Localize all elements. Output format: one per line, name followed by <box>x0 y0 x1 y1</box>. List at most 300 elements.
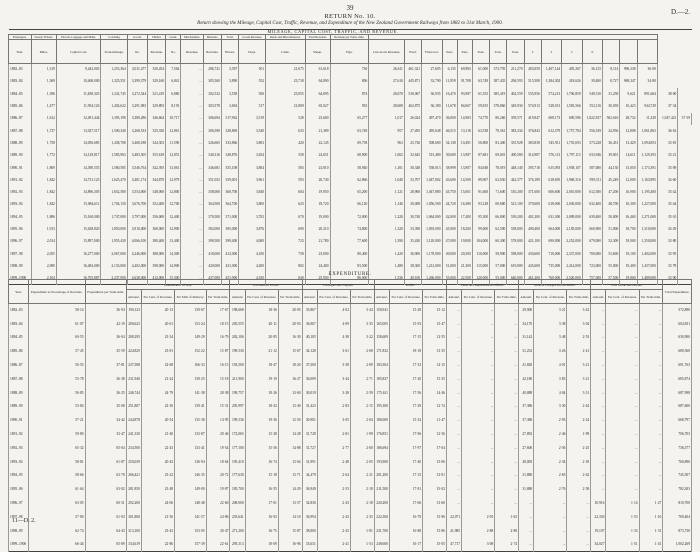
expenditure-cell: 2·89 <box>350 359 374 373</box>
revenue-cell: 969,347 <box>620 76 637 88</box>
expenditure-cell: 687,998 <box>663 386 692 400</box>
revenue-cell: 2,414,000 <box>562 260 582 272</box>
expenditure-cell: ... <box>606 469 639 483</box>
revenue-cell: 326,665 <box>203 137 221 149</box>
revenue-cell: 3,011,477 <box>127 64 147 76</box>
expenditure-cell: 149·00 <box>175 483 207 497</box>
expenditure-cell: 244,878 <box>126 414 141 428</box>
expenditure-cell: 22·43 <box>141 441 174 455</box>
expenditure-cell: 15·12 <box>423 304 447 318</box>
revenue-cell: 1,407,144 <box>541 64 561 76</box>
expenditure-cell: ... <box>462 317 495 331</box>
revenue-year-cell: 1882–83 <box>9 64 32 76</box>
expenditure-sub-header: Amount. <box>446 290 461 304</box>
expenditure-cell: 2·53 <box>567 331 591 345</box>
revenue-cell: 50,000 <box>603 211 620 223</box>
revenue-cell: 12,851 <box>166 150 181 162</box>
revenue-cell: 528,013 <box>541 100 561 112</box>
expenditure-cell: ... <box>495 428 519 442</box>
revenue-cell: 1,121 <box>369 186 405 198</box>
revenue-cell: 1,093,000 <box>422 223 442 235</box>
revenue-cell: 632,400 <box>582 199 602 211</box>
expenditure-cell: 16·30 <box>278 331 302 345</box>
revenue-cell: 6,135 <box>442 64 457 76</box>
expenditure-cell: ... <box>446 400 461 414</box>
revenue-cell: 690,000 <box>541 236 561 248</box>
revenue-cell: 329,160 <box>148 76 166 88</box>
expenditure-cell: 15·47 <box>423 317 447 331</box>
expenditure-cell: 2·68 <box>350 345 374 359</box>
expenditure-cell: 33,631 <box>302 538 317 552</box>
expenditure-cell: ... <box>606 414 639 428</box>
revenue-table <box>8 29 692 285</box>
revenue-cell: 403,059 <box>524 64 541 76</box>
revenue-cell: 364,700 <box>221 199 238 211</box>
expenditure-cell: 3·28 <box>317 386 350 400</box>
revenue-cell: 286,741 <box>203 64 221 76</box>
expenditure-cell: 139·41 <box>175 400 207 414</box>
expenditure-cell: 4·38 <box>317 331 350 345</box>
revenue-group-header: Goods. <box>127 35 147 40</box>
revenue-cell: 16,900 <box>620 186 637 198</box>
revenue-cell: 13,061 <box>166 162 181 174</box>
revenue-col-header: Revenue. <box>181 40 204 64</box>
expenditure-cell: 2·04 <box>350 414 374 428</box>
revenue-cell: 1,822,937 <box>582 113 602 125</box>
expenditure-cell: 2·71 <box>350 372 374 386</box>
expenditure-cell: 15·93 <box>389 317 422 331</box>
expenditure-cell: 14·15 <box>423 359 447 373</box>
revenue-cell: 16,380 <box>457 199 472 211</box>
revenue-cell: 2,520,000 <box>562 273 582 285</box>
revenue-cell: 15,160,000 <box>56 211 100 223</box>
expenditure-cell: 57·45 <box>28 345 85 359</box>
expenditure-cell: 3·44 <box>350 304 374 318</box>
revenue-cell: 1,017 <box>369 113 405 125</box>
revenue-cell: 1,369 <box>31 76 56 88</box>
expenditure-left-header: Expenditure per Train-mile. <box>85 280 126 304</box>
expenditure-cell: 249,600 <box>374 538 389 552</box>
revenue-cell: 640,000 <box>507 273 524 285</box>
expenditure-cell: 246,744 <box>126 386 141 400</box>
revenue-cell: 359,001 <box>221 174 238 186</box>
revenue-cell: 340,316 <box>203 150 221 162</box>
revenue-cell: 16,277,000 <box>56 248 100 260</box>
revenue-cell: 1,797,113 <box>562 150 582 162</box>
expenditure-cell: ... <box>462 331 495 345</box>
revenue-cell: 14,896,305 <box>56 186 100 198</box>
revenue-cell: 47,200 <box>603 186 620 198</box>
expenditure-sub-header: Amount. <box>126 290 141 304</box>
expenditure-cell: 16·15 <box>206 359 230 373</box>
expenditure-cell: 66·44 <box>28 538 85 552</box>
revenue-cell: 11,954,126 <box>56 100 100 112</box>
expenditure-sub-header: Amount. <box>519 290 534 304</box>
expenditure-cell: 2·34 <box>534 455 567 469</box>
expenditure-year-cell: 1887–88 <box>9 372 29 386</box>
revenue-cell: 1,625,470 <box>101 174 127 186</box>
expenditure-cell: 17·15 <box>389 331 422 345</box>
revenue-cell: 20,300 <box>457 248 472 260</box>
expenditure-cell: ... <box>446 304 461 318</box>
expenditure-cell: ... <box>495 304 519 318</box>
revenue-cell: 1,310,000 <box>637 223 657 235</box>
revenue-cell: 14,500 <box>457 174 472 186</box>
revenue-cell: 314,987 <box>524 150 541 162</box>
expenditure-cell: 17·96 <box>389 428 422 442</box>
expenditure-cell: 4·01 <box>534 359 567 373</box>
expenditure-cell: 183,304 <box>374 359 389 373</box>
expenditure-cell: 23·43 <box>141 524 174 538</box>
expenditure-row <box>9 331 692 345</box>
revenue-cell: 378,860 <box>490 100 507 112</box>
expenditure-cell: 16·96 <box>278 538 302 552</box>
revenue-cell: 63,749 <box>330 125 369 137</box>
expenditure-year-cell: 1891–92 <box>9 428 29 442</box>
revenue-cell: ... <box>181 260 204 272</box>
revenue-cell: 36,935 <box>422 88 442 100</box>
expenditure-cell: 22,071 <box>446 510 461 524</box>
expenditure-cell: ... <box>567 538 591 552</box>
revenue-year-cell: 1897–98 <box>9 248 32 260</box>
revenue-year-cell: 1884–85 <box>9 88 32 100</box>
revenue-cell: 30,008 <box>404 199 421 211</box>
revenue-row <box>9 113 692 125</box>
revenue-cell: 48,700 <box>603 199 620 211</box>
expenditure-cell: 13·64 <box>278 455 302 469</box>
expenditure-row <box>9 524 692 538</box>
revenue-col-header: No. <box>127 40 147 64</box>
revenue-cell: 412,000 <box>148 273 166 285</box>
expenditure-year-cell: 1899–1900 <box>9 538 29 552</box>
expenditure-section-title: EXPENDITURE. <box>328 272 372 277</box>
expenditure-cell: 172,065 <box>230 428 245 442</box>
expenditure-cell: 36·04 <box>85 331 126 345</box>
revenue-cell: 13,027,517 <box>56 125 100 137</box>
revenue-cell: 24,651 <box>305 150 330 162</box>
expenditure-cell: 42·19 <box>85 317 126 331</box>
expenditure-cell: 31,991 <box>302 455 317 469</box>
expenditure-cell: 29,900 <box>519 304 534 318</box>
expenditure-cell: 15·87 <box>278 524 302 538</box>
revenue-col-header: Cattle. <box>266 40 306 64</box>
revenue-cell: 10,491 <box>457 137 472 149</box>
revenue-cell: 3,546,764 <box>127 162 147 174</box>
revenue-cell: 1,772 <box>31 150 56 162</box>
revenue-cell: 39,600 <box>442 150 457 162</box>
expenditure-cell: ... <box>462 414 495 428</box>
revenue-cell: 1,583,566 <box>562 100 582 112</box>
expenditure-cell: 208,295 <box>126 331 141 345</box>
revenue-cell: 30,039 <box>603 100 620 112</box>
expenditure-cell: 65·89 <box>85 538 126 552</box>
revenue-cell: 78,019 <box>490 162 507 174</box>
expenditure-cell: ... <box>462 497 495 511</box>
revenue-cell: 401,200 <box>524 211 541 223</box>
revenue-cell: 431,000 <box>221 260 238 272</box>
expenditure-sub-header: Per Cent. of Revenue. <box>462 290 495 304</box>
expenditure-table <box>8 279 692 552</box>
expenditure-cell: 16·79 <box>389 510 422 524</box>
revenue-cell: 335,330 <box>148 125 166 137</box>
revenue-cell: 11,678 <box>442 100 457 112</box>
revenue-cell: 461,321 <box>404 64 421 76</box>
expenditure-cell: 691,763 <box>663 359 692 373</box>
expenditure-cell: 31,423 <box>302 400 317 414</box>
expenditure-cell: 31,727 <box>302 441 317 455</box>
revenue-cell: 700,000 <box>582 248 602 260</box>
expenditure-sub-header: Per Train-mile. <box>495 290 519 304</box>
expenditure-cell: ... <box>495 469 519 483</box>
expenditure-cell: 41,820 <box>519 359 534 373</box>
expenditure-cell: 57·21 <box>28 414 85 428</box>
expenditure-cell: 3·48 <box>534 331 567 345</box>
expenditure-cell: ... <box>462 483 495 497</box>
expenditure-row <box>9 345 692 359</box>
expenditure-cell: 15·56 <box>245 441 278 455</box>
expenditure-cell: 17·97 <box>389 441 422 455</box>
revenue-cell: ... <box>181 88 204 100</box>
revenue-col-header: Pigs. <box>330 40 369 64</box>
revenue-cell: 83,500 <box>330 260 369 272</box>
revenue-cell: 14,300 <box>166 248 181 260</box>
revenue-cell: 24,400 <box>305 260 330 272</box>
revenue-cell: 12,491,444 <box>56 113 100 125</box>
expenditure-cell: 2·65 <box>534 469 567 483</box>
revenue-year-cell: 1889–90 <box>9 150 32 162</box>
revenue-col-header: d. <box>582 40 602 64</box>
expenditure-cell: ... <box>446 441 461 455</box>
revenue-cell: 57,500 <box>603 273 620 285</box>
revenue-cell: 1,757,784 <box>562 125 582 137</box>
revenue-cell: 22,145 <box>305 137 330 149</box>
revenue-cell: ... <box>181 174 204 186</box>
revenue-cell: 86,000 <box>330 273 369 285</box>
revenue-cell: 3,676,700 <box>127 199 147 211</box>
revenue-section-title: MILEAGE, CAPITAL COST, TRAFFIC, AND REVENUE. <box>267 29 399 34</box>
expenditure-cell: 30,019 <box>302 386 317 400</box>
expenditure-cell: 1·27 <box>639 497 663 511</box>
revenue-cell: 35·10 <box>657 211 677 223</box>
revenue-cell: 8,727 <box>603 76 620 88</box>
revenue-cell: 11,959 <box>442 76 457 88</box>
revenue-col-header: Revenue. <box>148 40 166 64</box>
expenditure-cell: ... <box>519 497 534 511</box>
revenue-cell: 80,400 <box>330 248 369 260</box>
expenditure-cell: 30·47 <box>206 524 230 538</box>
revenue-row <box>9 199 692 211</box>
expenditure-cell: 59·80 <box>28 428 85 442</box>
expenditure-cell: 17·67 <box>206 304 230 318</box>
expenditure-cell: 20·85 <box>245 331 278 345</box>
revenue-cell: 535,956 <box>524 88 541 100</box>
expenditure-group-header: Head and Departmental Offices. <box>446 280 518 290</box>
revenue-cell: 49,000 <box>442 248 457 260</box>
revenue-cell: 623 <box>266 199 306 211</box>
revenue-col-header: Revenue. <box>203 40 221 64</box>
expenditure-cell: 234,500 <box>126 441 141 455</box>
revenue-cell: 1,886 <box>31 211 56 223</box>
revenue-cell: 963 <box>369 137 405 149</box>
revenue-cell: 14,611 <box>620 150 637 162</box>
revenue-year-cell: 1886–87 <box>9 113 32 125</box>
expenditure-cell: 237,588 <box>126 359 141 373</box>
expenditure-year-cell: 1893–94 <box>9 455 29 469</box>
expenditure-cell: 745,507 <box>663 469 692 483</box>
expenditure-cell: 16·75 <box>245 524 278 538</box>
expenditure-cell: 205,997 <box>230 400 245 414</box>
revenue-cell: 26,024 <box>404 113 421 125</box>
revenue-cell: 24,956 <box>603 125 620 137</box>
revenue-cell: 430,600 <box>524 248 541 260</box>
revenue-cell: 120,000 <box>472 273 489 285</box>
revenue-cell: 344,303 <box>148 137 166 149</box>
revenue-cell: 371,000 <box>221 211 238 223</box>
revenue-cell: 552 <box>239 76 266 88</box>
expenditure-cell: 769,404 <box>663 510 692 524</box>
revenue-row <box>9 236 692 248</box>
revenue-cell: 16,705,887 <box>56 273 100 285</box>
expenditure-year-cell: 1898–99 <box>9 524 29 538</box>
expenditure-cell: 63·02 <box>85 483 126 497</box>
expenditure-cell: 200,623 <box>126 317 141 331</box>
revenue-cell: 418,626 <box>562 76 582 88</box>
revenue-cell: 104,000 <box>472 236 489 248</box>
revenue-col-header: Train-mileage. <box>101 40 127 64</box>
expenditure-cell: 2·44 <box>567 400 591 414</box>
revenue-row <box>9 88 692 100</box>
revenue-cell: 495,648 <box>422 125 442 137</box>
expenditure-cell: ... <box>462 455 495 469</box>
expenditure-cell: 3·61 <box>317 345 350 359</box>
revenue-col-header: Tons. <box>490 40 507 64</box>
expenditure-cell: 185,837 <box>374 372 389 386</box>
revenue-cell: 335,928 <box>507 137 524 149</box>
revenue-cell: 69,983 <box>457 64 472 76</box>
revenue-cell: 1,047,002 <box>422 174 442 186</box>
revenue-cell: 11,658,345 <box>56 88 100 100</box>
revenue-cell: 1,438,708 <box>101 137 127 149</box>
revenue-row <box>9 248 692 260</box>
expenditure-cell: 15·87 <box>206 345 230 359</box>
expenditure-cell: ... <box>639 304 663 318</box>
revenue-cell: 306,590 <box>203 125 221 137</box>
revenue-cell: 1,968,316 <box>562 174 582 186</box>
expenditure-cell: 19·54 <box>206 441 230 455</box>
expenditure-cell: ... <box>446 483 461 497</box>
expenditure-cell: 153·24 <box>175 317 207 331</box>
revenue-group-header: Passengers. <box>9 35 32 40</box>
expenditure-row <box>9 317 692 331</box>
revenue-cell: 1,266,000 <box>422 273 442 285</box>
revenue-cell: 364,500 <box>203 199 221 211</box>
revenue-cell: 420 <box>266 137 306 149</box>
expenditure-sub-header: Per Train-mile. <box>206 290 230 304</box>
revenue-cell: 448,140 <box>507 162 524 174</box>
expenditure-cell: ... <box>446 372 461 386</box>
revenue-cell: 14,983 <box>457 113 472 125</box>
revenue-cell: 3,804 <box>239 162 266 174</box>
expenditure-cell: 231,940 <box>126 372 141 386</box>
revenue-cell: 802 <box>266 260 306 272</box>
revenue-cell: 735,000 <box>541 260 561 272</box>
expenditure-cell: 1,002,269 <box>663 538 692 552</box>
expenditure-total-header: Total Expenditure. <box>663 280 692 304</box>
expenditure-cell: 18·36 <box>245 304 278 318</box>
return-subtitle: Return showing the Mileage, Capital Cost, Traffic, Revenue, and Expenditure of the New Zealand Government Railways from 1882 to 31st March, 1900. <box>197 21 503 26</box>
revenue-cell: 3,519 <box>239 113 266 125</box>
expenditure-cell: 2·88 <box>495 524 519 538</box>
revenue-cell: 28,670 <box>369 88 405 100</box>
revenue-cell: 14,129,817 <box>56 150 100 162</box>
expenditure-cell: 22·86 <box>141 538 174 552</box>
revenue-cell: 15,300 <box>166 273 181 285</box>
expenditure-cell: 604,831 <box>663 317 692 331</box>
expenditure-cell: 35·59 <box>85 345 126 359</box>
expenditure-cell: ... <box>462 428 495 442</box>
expenditure-cell: 38,000 <box>302 524 317 538</box>
revenue-cell: 20,740 <box>305 174 330 186</box>
expenditure-cell: 22·30 <box>141 400 174 414</box>
expenditure-cell: 153·05 <box>175 524 207 538</box>
revenue-cell: 4,100 <box>239 248 266 260</box>
expenditure-cell: 58·66 <box>28 469 85 483</box>
revenue-cell: 387,435 <box>490 76 507 88</box>
revenue-cell: 55,000 <box>490 273 507 285</box>
revenue-cell: 18,700 <box>620 223 637 235</box>
revenue-cell: 15,050 <box>620 162 637 174</box>
revenue-col-header: Tons. <box>457 40 472 64</box>
expenditure-cell: 782,303 <box>663 483 692 497</box>
revenue-cell: 34,138 <box>442 137 457 149</box>
expenditure-cell: 62·74 <box>28 524 85 538</box>
revenue-cell: 3,399,379 <box>127 76 147 88</box>
revenue-cell: 317,962 <box>221 113 238 125</box>
expenditure-year-cell: 1896–97 <box>9 497 29 511</box>
expenditure-cell: 301,800 <box>126 510 141 524</box>
revenue-col-header: Tons. <box>507 40 524 64</box>
revenue-year-cell: 1896–97 <box>9 236 32 248</box>
revenue-cell: 760,000 <box>541 273 561 285</box>
expenditure-cell: 11·47 <box>423 414 447 428</box>
revenue-cell: 558,013 <box>422 162 442 174</box>
expenditure-cell: ... <box>639 386 663 400</box>
expenditure-cell: 20·54 <box>141 414 174 428</box>
expenditure-cell: 166·33 <box>175 359 207 373</box>
revenue-cell: 578,000 <box>507 236 524 248</box>
expenditure-cell: 3·83 <box>534 372 567 386</box>
revenue-cell: ... <box>181 236 204 248</box>
expenditure-cell: ... <box>606 304 639 318</box>
revenue-cell: 303,578 <box>203 100 221 112</box>
revenue-cell: 618,695 <box>541 174 561 186</box>
revenue-cell: 36·00 <box>637 64 657 76</box>
expenditure-year-cell: 1897–98 <box>9 510 29 524</box>
expenditure-cell: 1·51 <box>606 538 639 552</box>
revenue-cell: 3,702 <box>239 211 266 223</box>
revenue-cell: 1,064,000 <box>422 211 442 223</box>
expenditure-cell: ... <box>519 524 534 538</box>
expenditure-cell: ... <box>462 441 495 455</box>
expenditure-cell: 2·18 <box>350 497 374 511</box>
expenditure-cell: 2·46 <box>534 428 567 442</box>
expenditure-cell: 1·81 <box>350 524 374 538</box>
expenditure-cell: 56·55 <box>28 359 85 373</box>
revenue-cell: 22,500 <box>457 273 472 285</box>
revenue-cell: 1,341,745 <box>101 88 127 100</box>
expenditure-cell: 33·47 <box>85 428 126 442</box>
revenue-cell: 1,652,580 <box>101 186 127 198</box>
